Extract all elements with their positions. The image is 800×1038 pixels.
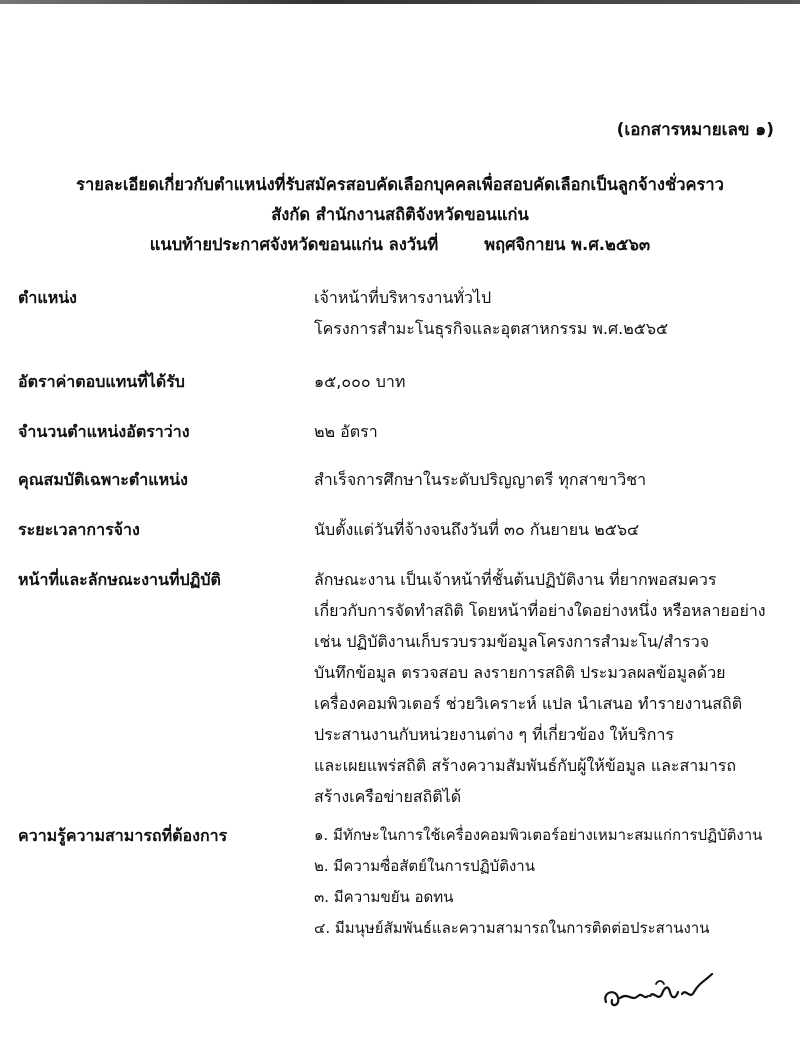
header-title: รายละเอียดเกี่ยวกับตำแหน่งที่รับสมัครสอบคัดเลือกบุคคลเพื่อสอบคัดเลือกเป็นลูกจ้างชั่วคราว [76,175,724,194]
field-label-duties: หน้าที่และลักษณะงานที่ปฏิบัติ [18,570,221,589]
field-value-knowledge [314,820,794,944]
duties-line: เช่น ปฏิบัติงานเก็บรวบรวมข้อมูลโครงการสำมะโน/สำรวจ [314,632,710,651]
field-label-position: ตำแหน่ง [18,288,77,307]
knowledge-item: ๑. มีทักษะในการใช้เครื่องคอมพิวเตอร์อย่างเหมาะสมแก่การปฏิบัติงาน [314,826,763,844]
position-project: โครงการสำมะโนธุรกิจและอุตสาหกรรม พ.ศ.๒๕๖๕ [314,319,669,338]
header-agency: สังกัด สำนักงานสถิติจังหวัดขอนแก่น [271,205,529,224]
header-announcement-prefix: แนบท้ายประกาศจังหวัดขอนแก่น ลงวันที่ [149,235,439,254]
field-label-qualification: คุณสมบัติเฉพาะตำแหน่ง [18,470,188,489]
header-announcement-date: พฤศจิกายน พ.ศ.๒๕๖๓ [484,235,651,254]
document-header [0,170,800,260]
field-value-salary: ๑๕,๐๐๐ บาท [314,372,406,391]
field-label-period: ระยะเวลาการจ้าง [18,520,140,539]
duties-line: และเผยแพร่สถิติ สร้างความสัมพันธ์กับผู้ให้ข้อมูล และสามารถ [314,756,737,775]
field-value-vacancies: ๒๒ อัตรา [314,422,378,441]
knowledge-item: ๒. มีความซื่อสัตย์ในการปฏิบัติงาน [314,857,535,875]
field-label-salary: อัตราค่าตอบแทนที่ได้รับ [18,372,185,391]
duties-line: บันทึกข้อมูล ตรวจสอบ ลงรายการสถิติ ประมวลผลข้อมูลด้วย [314,663,726,682]
field-value-period: นับตั้งแต่วันที่จ้างจนถึงวันที่ ๓๐ กันยายน ๒๕๖๔ [314,520,640,539]
duties-line: เครื่องคอมพิวเตอร์ ช่วยวิเคราะห์ แปล นำเสนอ ทำรายงานสถิติ [314,694,743,713]
header-announcement [0,230,800,260]
duties-line: สร้างเครือข่ายสถิติได้ [314,787,462,806]
position-title: เจ้าหน้าที่บริหารงานทั่วไป [314,288,492,307]
field-value-qualification: สำเร็จการศึกษาในระดับปริญญาตรี ทุกสาขาวิชา [314,470,647,489]
knowledge-item: ๔. มีมนุษย์สัมพันธ์และความสามารถในการติดต่อประสานงาน [314,919,710,937]
duties-line: ประสานงานกับหน่วยงานต่าง ๆ ที่เกี่ยวข้อง ให้บริการ [314,725,675,744]
top-border-line [0,0,800,4]
duties-line: เกี่ยวกับการจัดทำสถิติ โดยหน้าที่อย่างใดอย่างหนึ่ง หรือหลายอย่าง [314,601,766,620]
field-value-position [314,282,794,344]
document-number: (เอกสารหมายเลข ๑) [616,120,774,140]
knowledge-item: ๓. มีความขยัน อดทน [314,888,454,906]
field-label-knowledge: ความรู้ความสามารถที่ต้องการ [18,826,228,845]
handwritten-signature [598,962,718,1012]
duties-line: ลักษณะงาน เป็นเจ้าหน้าที่ชั้นต้นปฏิบัติงาน ที่ยากพอสมควร [314,570,717,589]
field-label-vacancies: จำนวนตำแหน่งอัตราว่าง [18,422,190,441]
field-value-duties [314,564,794,812]
